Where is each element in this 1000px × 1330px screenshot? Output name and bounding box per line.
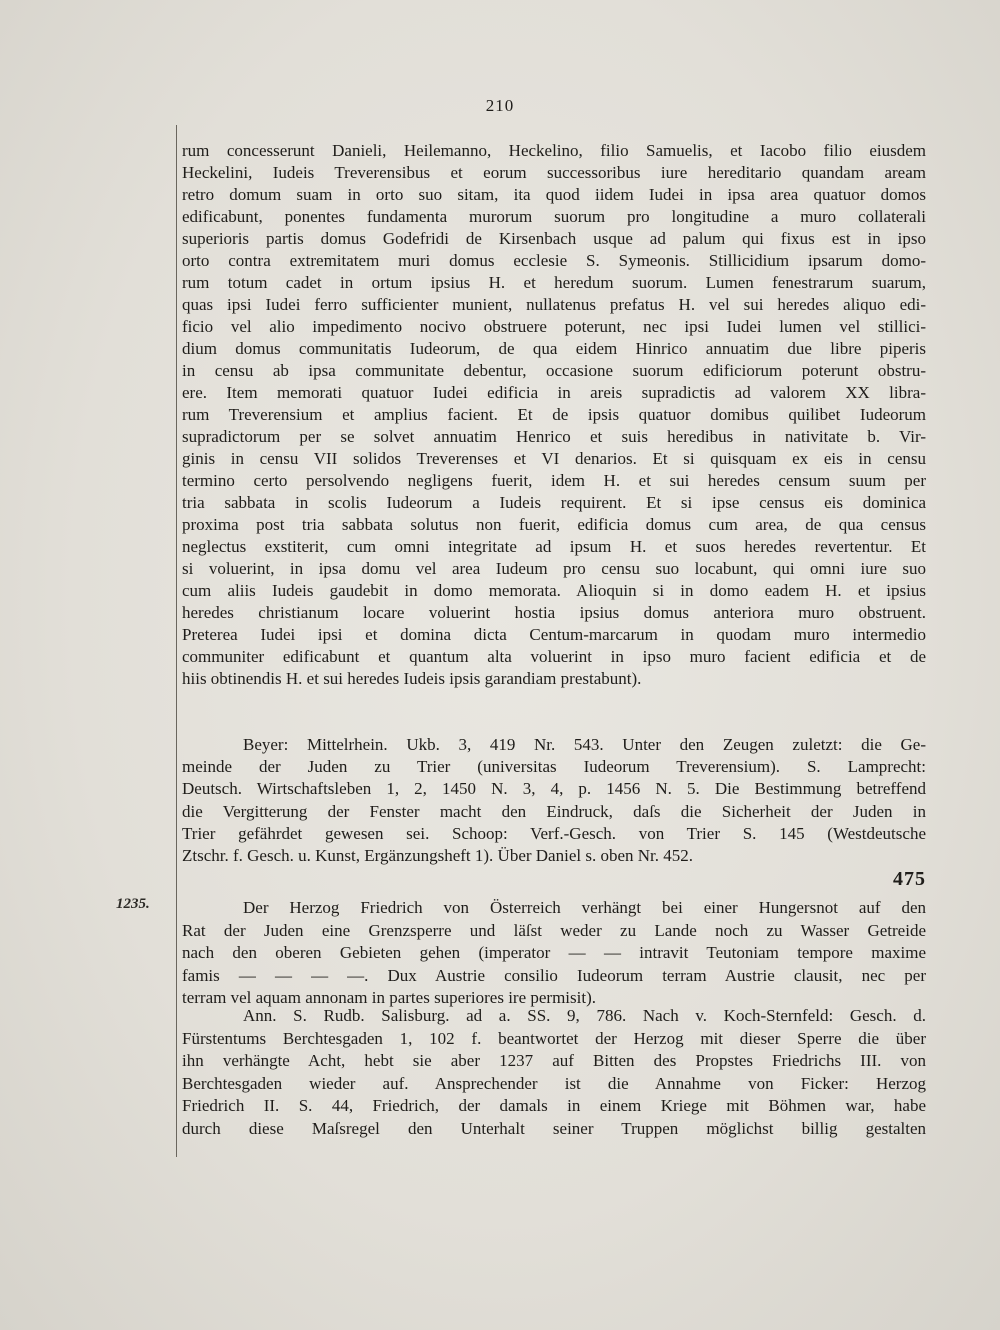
body-line-475: terram vel aquam annonam in partes superiores ire permisit). [182,988,596,1007]
body-line-474: ginis in censu VII solidos Treverenses et VI denarios. Et si quisquam ex eis in censu [182,449,926,468]
document-number-475: 475 [893,868,926,890]
body-line-475: nach den oberen Gebieten gehen (imperator — — intravit Teutoniam tempore maxime [182,943,926,962]
body-line-474: edificabunt, ponentes fundamenta murorum suorum pro longitudine a muro collaterali [182,207,926,226]
note-line-475: ihn verhängte Acht, hebt sie aber 1237 auf Bitten des Propstes Friedrichs III. von [182,1051,926,1070]
note-line-475: Friedrich II. S. 44, Friedrich, der damals in einem Kriege mit Böhmen war, habe [182,1096,926,1115]
body-line-474: quas ipsi Iudei ferro sufficienter munient, nullatenus prefatus H. vel sui heredes aliquo edi- [182,295,926,314]
body-line-474: rum Treverensium et amplius facient. Et de ipsis quatuor domibus quilibet Iudeorum [182,405,926,424]
note-line-475: durch diese Maſsregel den Unterhalt seiner Truppen möglichst billig gestalten [182,1118,926,1138]
body-line-474: neglectus exstiterit, cum omni integritate ad ipsum H. et suos heredes revertentur. Et [182,537,926,556]
body-line-474: cum aliis Iudeis gaudebit in domo memorata. Alioquin si in domo eadem H. et ipsius [182,581,926,600]
body-line-474: termino certo persolvendo negligens fuerit, idem H. et sui heredes censum suum per [182,471,926,490]
note-line-474: Deutsch. Wirtschaftsleben 1, 2, 1450 N. 3, 4, p. 1456 N. 5. Die Bestimmung betreffend [182,779,926,799]
body-line-474: supradictorum per se solvet annuatim Henrico et suis heredibus in nativitate b. Vir- [182,427,926,446]
body-line-474: si voluerint, in ipsa domu vel area Iudeum pro censu suo locabunt, qui omni iure suo [182,559,926,578]
body-line-474: ere. Item memorati quatuor Iudei edificia in areis supradictis ad valorem XX libra- [182,383,926,402]
note-line-474: Trier gefährdet gewesen sei. Schoop: Verf.-Gesch. von Trier S. 145 (Westdeutsche [182,823,926,843]
body-line-474: superioris partis domus Godefridi de Kirsenbach usque ad palum qui fixus est in ipso [182,229,926,248]
body-line-474: Heckelini, Iudeis Treverensibus et eorum successoribus iure hereditario quandam aream [182,163,926,182]
body-line-474: rum concesserunt Danieli, Heilemanno, Heckelino, filio Samuelis, et Iacobo filio eiusdem [182,141,926,160]
page-number: 210 [485,96,515,115]
body-line-474: ficio vel alio impedimento nocivo obstruere poterunt, nec ipsi Iudei lumen vel stillici- [182,317,926,336]
body-line-475: famis — — — —. Dux Austrie consilio Iudeorum terram Austrie clausit, nec per [182,965,926,985]
note-line-475: Fürstentums Berchtesgaden 1, 102 f. beantwortet der Herzog mit dieser Sperre die über [182,1028,926,1048]
body-line-474: dium domus communitatis Iudeorum, de qua eidem Hinrico annuatim due libre piperis [182,339,926,358]
body-line-474: hiis obtinendis H. et sui heredes Iudeis ipsis garandiam prestabunt). [182,669,642,688]
body-line-474: retro domum suam in orto suo sitam, ita quod iidem Iudei in ipsa area quatuor domos [182,185,926,204]
body-line-475: Der Herzog Friedrich von Österreich verhängt bei einer Hungersnot auf den [243,898,926,917]
note-line-475: Berchtesgaden wieder auf. Ansprechender ist die Annahme von Ficker: Herzog [182,1073,926,1093]
margin-date-475: 1235. [116,896,150,912]
note-line-474: die Vergitterung der Fenster macht den Eindruck, daſs die Sicherheit der Juden in [182,801,926,821]
note-line-474: meinde der Juden zu Trier (universitas Iudeorum Treverensium). S. Lamprecht: [182,757,926,777]
body-line-475: Rat der Juden eine Grenzsperre und läſst weder zu Lande noch zu Wasser Getreide [182,920,926,940]
note-line-475: Ann. S. Rudb. Salisburg. ad a. SS. 9, 786. Nach v. Koch-Sternfeld: Gesch. d. [243,1006,926,1025]
body-line-474: heredes christianum locare voluerint hostia ipsius domus anteriora muro obstruent. [182,603,926,622]
body-line-474: Preterea Iudei ipsi et domina dicta Centum-marcarum in quodam muro intermedio [182,625,926,644]
note-line-474: Ztschr. f. Gesch. u. Kunst, Ergänzungsheft 1). Über Daniel s. oben Nr. 452. [182,846,693,865]
body-line-474: orto contra extremitatem muri domus ecclesie S. Symeonis. Stillicidium ipsarum domo- [182,251,926,270]
body-line-474: rum totum cadet in ortum ipsius H. et heredum suorum. Lumen fenestrarum suarum, [182,273,926,292]
body-line-474: proxima post tria sabbata solutus non fuerit, edificia domus cum area, de qua census [182,515,926,534]
margin-rule [176,125,177,1157]
note-line-474: Beyer: Mittelrhein. Ukb. 3, 419 Nr. 543. Unter den Zeugen zuletzt: die Ge- [243,735,926,754]
body-line-474: communiter edificabunt et quantum alta voluerint in ipso muro facient edificia et de [182,647,926,666]
body-line-474: in censu ab ipsa communitate debentur, occasione suorum edificiorum poterunt obstru- [182,361,926,380]
body-line-474: tria sabbata in scolis Iudeorum a Iudeis requirent. Et si ipse census eis dominica [182,493,926,512]
